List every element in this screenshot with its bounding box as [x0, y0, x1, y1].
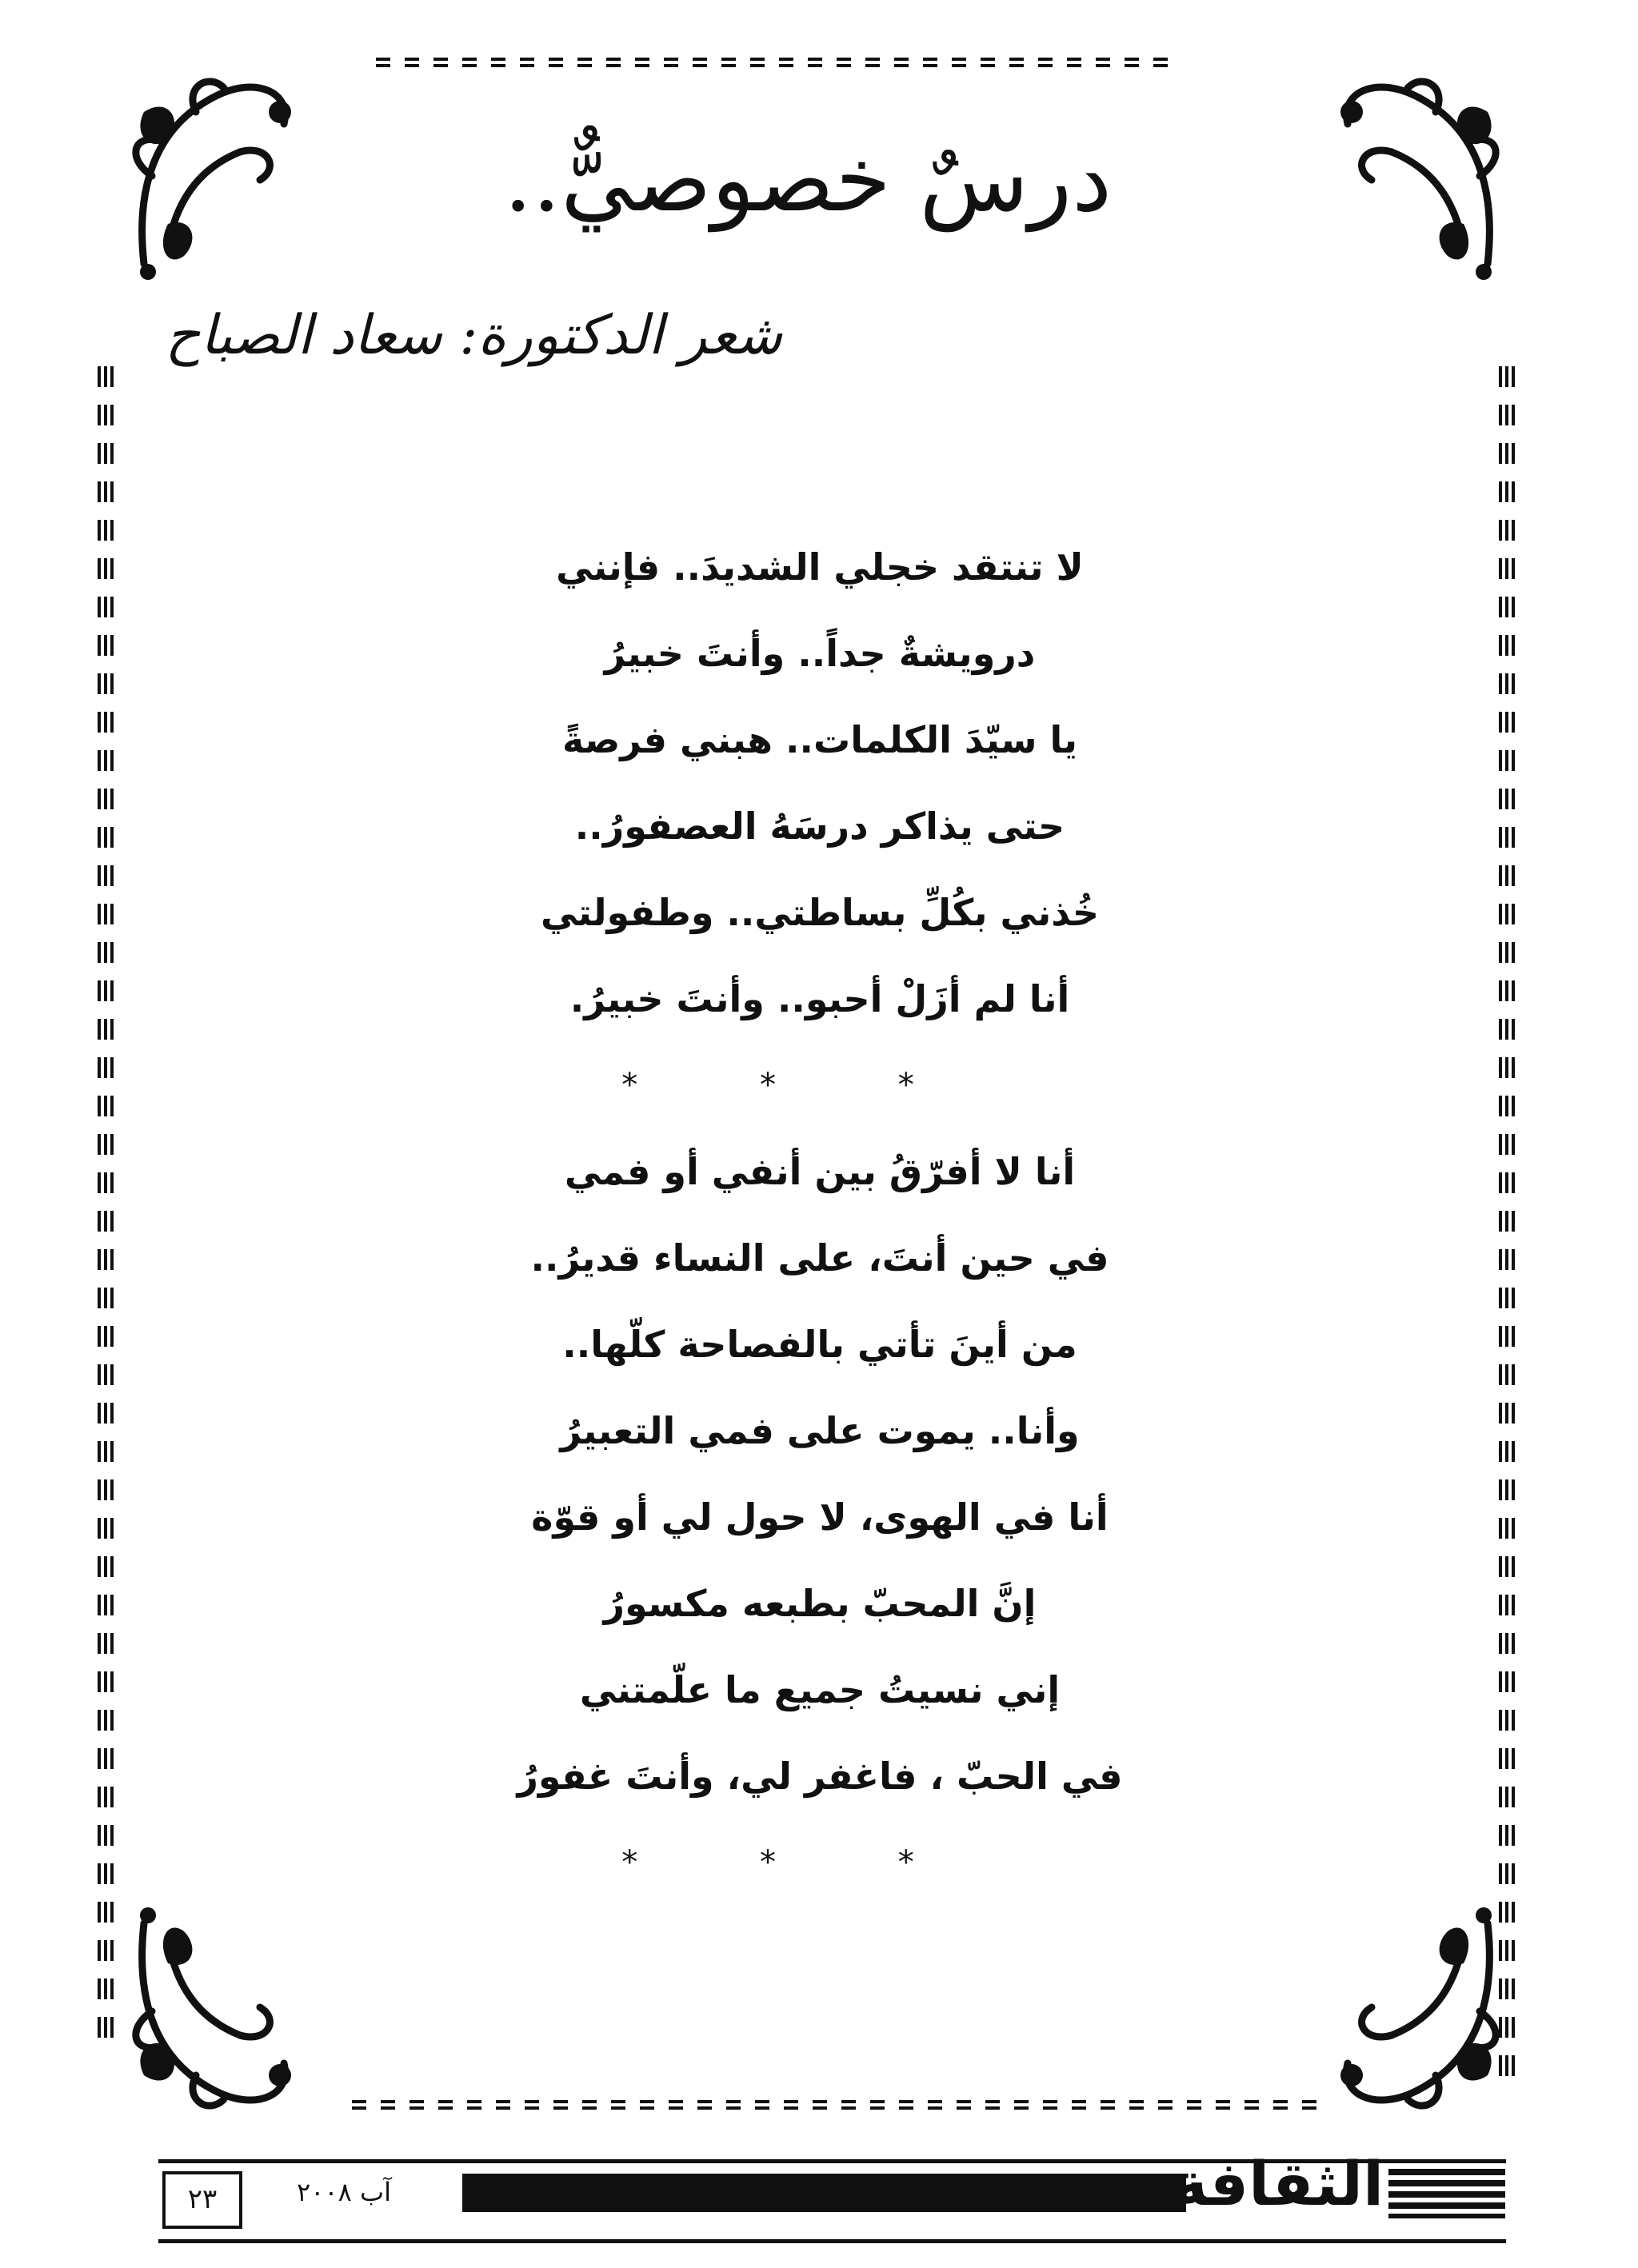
poem-body	[480, 524, 1160, 1906]
poem-line: أنا لا أفرّقُ بين أنفي أو فمي	[564, 1150, 1076, 1193]
top-right-corner-ornament	[1328, 64, 1512, 280]
bottom-left-corner-ornament	[120, 1907, 304, 2123]
left-vertical-border	[98, 366, 114, 2038]
poem-line: في حين أنتَ، على النساء قديرُ..	[530, 1236, 1109, 1280]
poem-line: إنَّ المحبّ بطبعه مكسورُ	[603, 1582, 1037, 1625]
poem-author: شعر الدكتورة: سعاد الصباح	[165, 304, 782, 367]
top-dashed-border	[376, 58, 1168, 67]
poem-line: إني نسيتُ جميع ما علّمتني	[579, 1668, 1061, 1711]
top-left-corner-ornament	[120, 64, 304, 280]
poem-line: من أينَ تأتي بالفصاحة كلّها..	[562, 1323, 1077, 1366]
bottom-dashed-border	[352, 2100, 1316, 2110]
right-vertical-border	[1499, 366, 1515, 2076]
magazine-name: الثقافة	[1172, 2148, 1384, 2219]
magazine-logo-stripes	[1388, 2169, 1505, 2218]
poem-line: أنا في الهوى، لا حول لي أو قوّة	[531, 1495, 1109, 1539]
poem-line: يا سيّدَ الكلمات.. هبني فرصةً	[561, 718, 1078, 761]
poem-line: حتى يذاكر درسَهُ العصفورُ..	[574, 805, 1065, 848]
footer-black-bar	[462, 2174, 1186, 2212]
poem-line: أنا لم أزَلْ أحبو.. وأنتَ خبيرُ.	[569, 977, 1070, 1020]
page-number: ٢٣	[162, 2171, 242, 2229]
issue-date: آب ٢٠٠٨	[297, 2177, 391, 2207]
bottom-right-corner-ornament	[1328, 1907, 1512, 2123]
stanza-separator: * * *	[621, 1844, 970, 1881]
footer-bottom-rule	[158, 2239, 1506, 2243]
poem-title: درسٌ خصوصيٌّ..	[503, 128, 1113, 232]
poem-line: درويشةٌ جداً.. وأنتَ خبيرُ	[604, 632, 1036, 675]
poem-line: في الحبّ ، فاغفر لي، وأنتَ غفورُ	[517, 1755, 1123, 1798]
poem-line: وأنا.. يموت على فمي التعبيرُ	[560, 1409, 1080, 1452]
poem-line: لا تنتقد خجلي الشديدَ.. فإنني	[556, 545, 1084, 589]
poem-line: خُذني بكُلِّ بساطتي.. وطفولتي	[540, 891, 1100, 934]
stanza-separator: * * *	[621, 1067, 970, 1104]
